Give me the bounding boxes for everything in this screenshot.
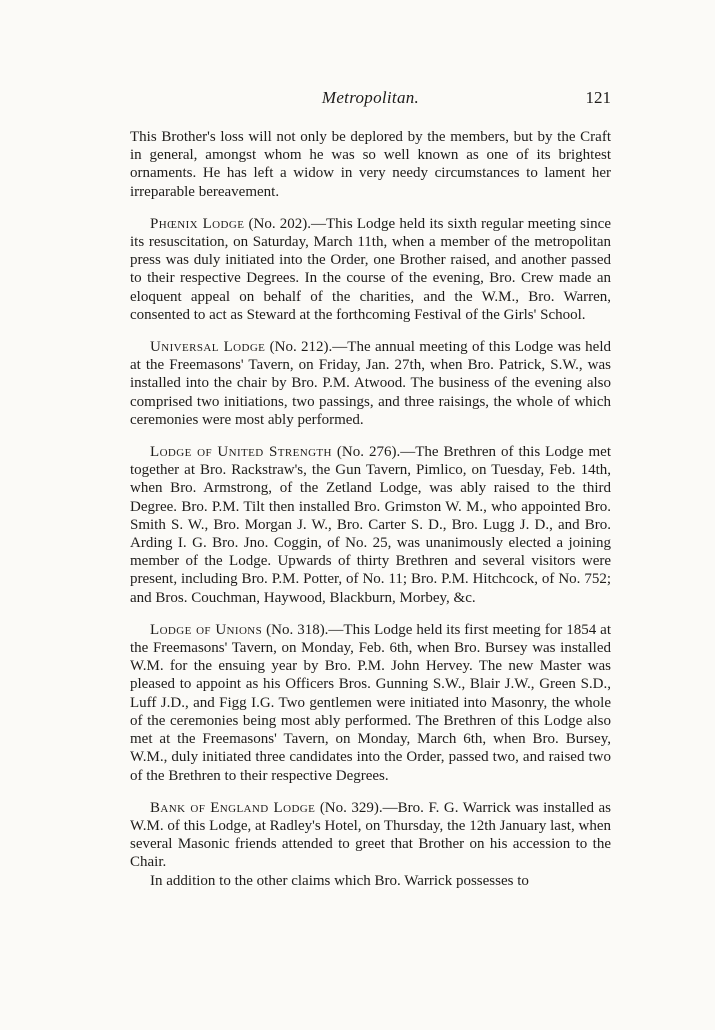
paragraph-continued [130,872,611,890]
running-head [130,88,611,114]
paragraph-lodge-of-united-strength [130,443,611,607]
running-title: Metropolitan. [321,88,420,107]
paragraph-text: (No. 276).—The Brethren of this Lodge met together at Bro. Rackstraw's, the Gun Tavern, Pimlico, on Tuesday, Feb. 14th, when Bro. Armstrong, of the Zetland Lodge, was ably raised to the third Degree. Bro. P.M. Tilt then installed Bro. Grimston W. M., who appointed Bro. Smith S. W., Bro. Morgan J. W., Bro. Carter S. D., Bro. Lugg J. D., and Bro. Arding I. G. Bro. Jno. Coggin, of No. 25, was unanimously elected a joining member of the Lodge. Upwards of thirty Brethren and several visitors were present, including Bro. P.M. Potter, of No. 11; Bro. P.M. Hitchcock, of No. 752; and Bros. Couchman, Haywood, Blackburn, Morbey, &c. [130,444,611,606]
paragraph-text: (No. 329).—Bro. F. G. Warrick was installed as W.M. of this Lodge, at Radley's Hotel, on Thursday, the 12th January last, when several Masonic friends attended to greet that Brother on his accession to the Chair. [130,799,611,871]
page-number: 121 [585,88,611,107]
lodge-name: Universal Lodge [150,339,266,356]
lodge-name: Phœnix Lodge [150,215,245,232]
paragraph-text: (No. 212).—The annual meeting of this Lodge was held at the Freemasons' Tavern, on Friday, Jan. 27th, when Bro. Patrick, S.W., was installed into the chair by Bro. P.M. Atwood. The business of the evening also comprised two initiations, two passings, and three raisings, the whole of which ceremonies were most ably performed. [130,339,611,428]
paragraph-text: In addition to the other claims which Bro. Warrick possesses to [150,872,529,889]
paragraph-text: This Brother's loss will not only be deplored by the members, but by the Craft in general, amongst whom he was so well known as one of its brightest ornaments. He has left a widow in very needy circumstances to lament her irreparable bereavement. [130,129,611,200]
lodge-name: Bank of England Lodge [150,799,316,816]
paragraph-continuation [130,128,611,201]
paragraph-lodge-of-unions [130,621,611,785]
lodge-name: Lodge of Unions [150,621,263,638]
body-text [130,128,611,890]
paragraph-phoenix-lodge [130,215,611,324]
paragraph-universal-lodge [130,338,611,429]
lodge-name: Lodge of United Strength [150,444,332,461]
paragraph-text: (No. 318).—This Lodge held its first meeting for 1854 at the Freemasons' Tavern, on Monday, Feb. 6th, when Bro. Bursey was installed W.M. for the ensuing year by Bro. P.M. John Hervey. The new Master was pleased to appoint as his Officers Bros. Gunning S.W., Blair J.W., Green S.D., Luff J.D., and Figg I.G. Two gentlemen were initiated into Masonry, the whole of the ceremonies being most ably performed. The Brethren of this Lodge also met at the Freemasons' Tavern, on Monday, March 6th, when Bro. Bursey, W.M., duly initiated three candidates into the Order, passed two, and raised two of the Brethren to their respective Degrees. [130,621,611,784]
paragraph-bank-of-england-lodge [130,799,611,872]
paragraph-text: (No. 202).—This Lodge held its sixth regular meeting since its resuscitation, on Saturday, March 11th, when a member of the metropolitan press was duly initiated into the Order, one Brother raised, and another passed to their respective Degrees. In the course of the evening, Bro. Crew made an eloquent appeal on behalf of the charities, and the W.M., Bro. Warren, consented to act as Steward at the forthcoming Festival of the Girls' School. [130,215,611,323]
